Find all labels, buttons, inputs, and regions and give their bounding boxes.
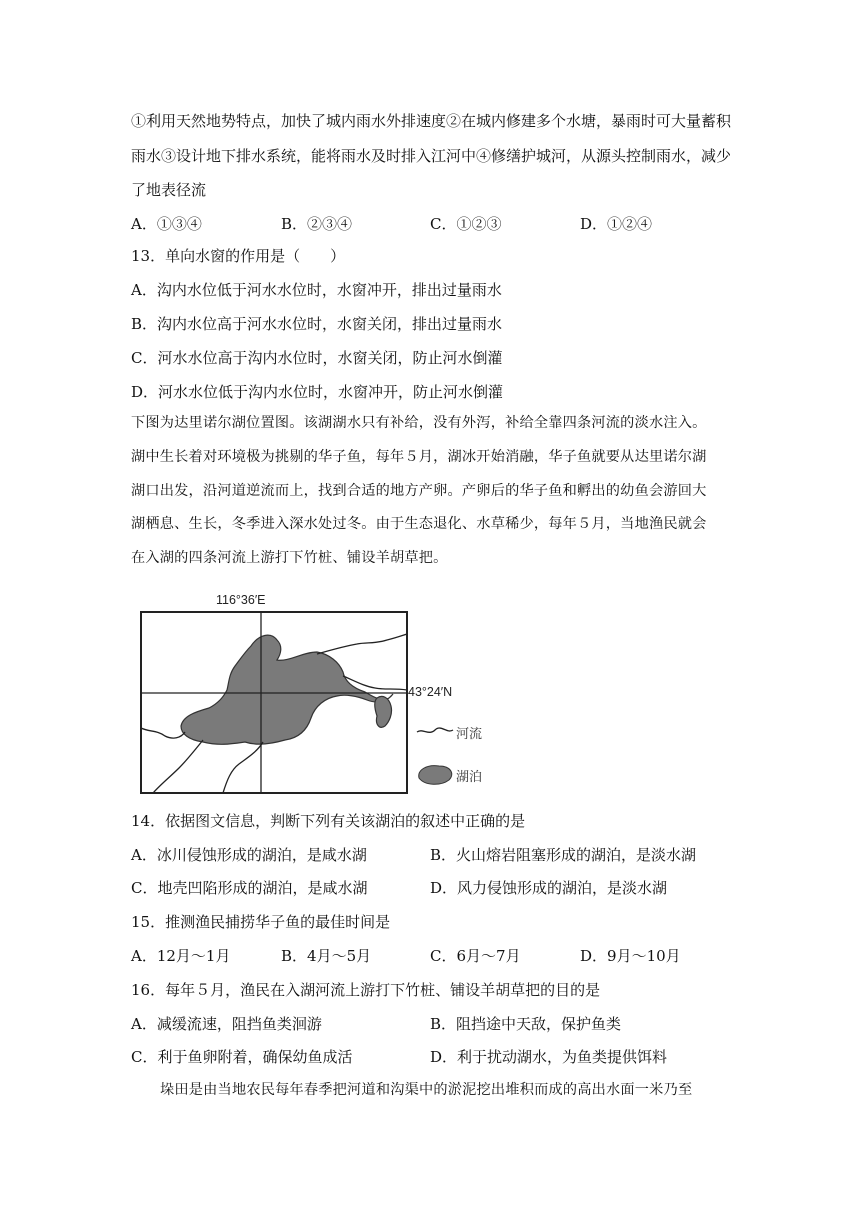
- q14-option-d: D．风力侵蚀形成的湖泊，是淡水湖: [430, 879, 668, 897]
- q14-option-b: B．火山熔岩阻塞形成的湖泊，是淡水湖: [430, 846, 697, 864]
- longitude-label: 116°36′E: [216, 593, 266, 607]
- q15-option-b: B．4月～5月: [281, 947, 372, 965]
- latitude-label: 43°24′N: [408, 685, 453, 699]
- q16-option-a: A．减缓流速，阻挡鱼类洄游: [131, 1015, 322, 1033]
- passage-line-3: 湖口出发，沿河道逆流而上，找到合适的地方产卵。产卵后的华子鱼和孵出的幼鱼会游回大: [131, 483, 707, 499]
- q16-option-c: C．利于鱼卵附着，确保幼鱼成活: [131, 1048, 353, 1066]
- passage-line-4: 湖栖息、生长，冬季进入深水处过冬。由于生态退化、水草稀少，每年５月，当地渔民就会: [131, 516, 707, 532]
- q15-option-d: D．9月～10月: [580, 947, 681, 965]
- legend-lake-label: 湖泊: [456, 770, 483, 785]
- prev-question-stem-line-2: 雨水③设计地下排水系统，能将雨水及时排入江河中④修缮护城河，从源头控制雨水，减少: [131, 147, 732, 165]
- q13-option-d: D．河水水位低于沟内水位时，水窗冲开，防止河水倒灌: [131, 383, 504, 401]
- passage-line-5: 在入湖的四条河流上游打下竹桩、铺设羊胡草把。: [131, 550, 448, 566]
- q14-stem: 14．依据图文信息，判断下列有关该湖泊的叙述中正确的是: [131, 812, 526, 830]
- prev-question-option-c: C．①②③: [430, 215, 502, 233]
- q16-option-b: B．阻挡途中天敌，保护鱼类: [430, 1015, 622, 1033]
- q15-option-c: C．6月～7月: [430, 947, 521, 965]
- prev-question-option-d: D．①②④: [580, 215, 653, 233]
- q15-option-a: A．12月～1月: [131, 947, 231, 965]
- q14-option-a: A．冰川侵蚀形成的湖泊，是咸水湖: [131, 846, 367, 864]
- legend-river-symbol: [417, 728, 453, 732]
- q15-stem: 15．推测渔民捕捞华子鱼的最佳时间是: [131, 913, 391, 931]
- q16-stem: 16．每年５月，渔民在入湖河流上游打下竹桩、铺设羊胡草把的目的是: [131, 981, 601, 999]
- map-svg: [131, 590, 511, 795]
- lake-location-map: [131, 590, 511, 795]
- q13-option-b: B．沟内水位高于河水水位时，水窗关闭，排出过量雨水: [131, 315, 503, 333]
- legend-lake-symbol: [419, 766, 452, 785]
- prev-question-option-b: B．②③④: [281, 215, 353, 233]
- q13-stem: 13．单向水窗的作用是（ ）: [131, 247, 346, 265]
- q13-option-a: A．沟内水位低于河水水位时，水窗冲开，排出过量雨水: [131, 281, 502, 299]
- next-passage-line-1: 垛田是由当地农民每年春季把河道和沟渠中的淤泥挖出堆积而成的高出水面一米乃至: [160, 1082, 693, 1098]
- prev-question-stem-line-3: 了地表径流: [131, 181, 207, 199]
- prev-question-stem-line-1: ①利用天然地势特点，加快了城内雨水外排速度②在城内修建多个水塘，暴雨时可大量蓄积: [131, 112, 732, 130]
- q16-option-d: D．利于扰动湖水，为鱼类提供饵料: [430, 1048, 668, 1066]
- prev-question-option-a: A．①③④: [131, 215, 202, 233]
- passage-line-1: 下图为达里诺尔湖位置图。该湖湖水只有补给，没有外泻，补给全靠四条河流的淡水注入。: [131, 415, 707, 431]
- q14-option-c: C．地壳凹陷形成的湖泊，是咸水湖: [131, 879, 368, 897]
- legend-river-label: 河流: [456, 727, 483, 742]
- q13-option-c: C．河水水位高于沟内水位时，水窗关闭，防止河水倒灌: [131, 349, 503, 367]
- passage-line-2: 湖中生长着对环境极为挑剔的华子鱼，每年５月，湖冰开始消融，华子鱼就要从达里诺尔湖: [131, 449, 707, 465]
